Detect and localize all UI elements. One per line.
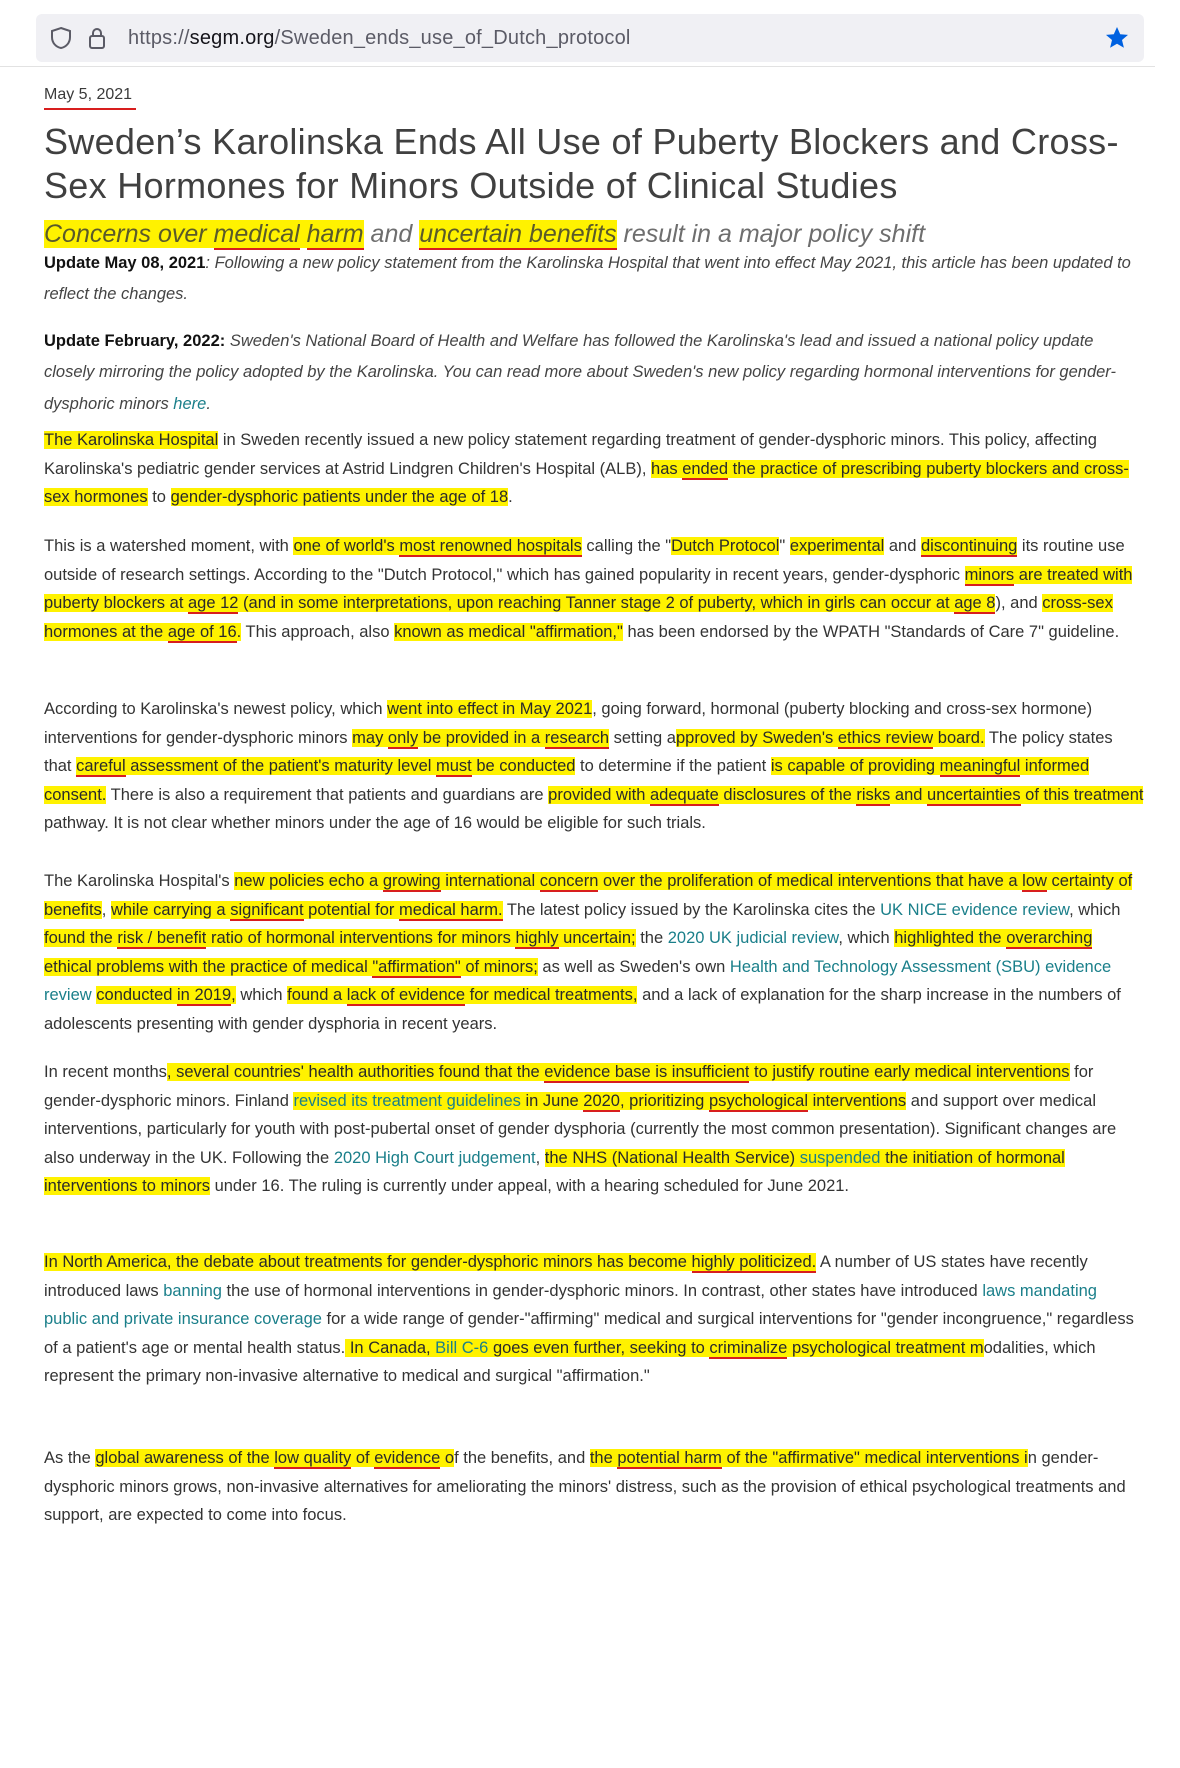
article-subtitle: Concerns over medical harm and uncertain benefits result in a major policy shift <box>44 220 926 248</box>
high-court-judgement-link[interactable]: 2020 High Court judgement <box>333 1148 536 1167</box>
url-domain: segm.org <box>189 27 275 49</box>
sbu-evidence-review-link[interactable]: Health and Technology Assessment (SBU) evidence review <box>44 957 1112 1005</box>
insurance-coverage-laws-link[interactable]: laws mandating public and private insurance coverage <box>44 1281 1097 1329</box>
bill-c6-link[interactable]: Bill C-6 <box>435 1338 489 1357</box>
paragraph-other-countries: In recent months, several countries' health authorities found that the evidence base is insufficient to justify routine early medical interventions for gender-dysphoric minors. Finland revised its treatment guidelines in June 2020, prioritizing psychological interventions and support over medical interventions, particularly for youth with post-pubertal onset of gender dysphoria (currently the most common presentation). Significant changes are also underway in the UK. Following the 2020 High Court judgement, the NHS (National Health Service) suspended the initiation of hormonal interventions to minors under 16. The ruling is currently under appeal, with a hearing scheduled for June 2021. <box>44 1063 1117 1196</box>
article-date: May 5, 2021 <box>44 86 133 103</box>
paragraph-karolinska-policy: The Karolinska Hospital in Sweden recently issued a new policy statement regarding treatment of gender-dysphoric minors. This policy, affecting Karolinska's pediatric gender services at Astrid Lindgren Children's Hospital (ALB), has ended the practice of prescribing puberty blockers and cross-sex hormones to gender-dysphoric patients under the age of 18. <box>44 431 1129 507</box>
lock-icon[interactable] <box>88 26 106 50</box>
paragraph-international-concern: The Karolinska Hospital's new policies echo a growing international concern over the proliferation of medical interventions that have a low certainty of benefits, while carrying a significant potential for medical harm. The latest policy issued by the Karolinska cites the UK NICE evidence review, which found the risk / benefit ratio of hormonal interventions for minors highly uncertain; the 2020 UK judicial review, which highlighted the overarching ethical problems with the practice of medical "affirmation" of minors; as well as Sweden's own Health and Technology Assessment (SBU) evidence review conducted in 2019, which found a lack of evidence for medical treatments, and a lack of explanation for the sharp increase in the numbers of adolescents presenting with gender dysphoria in recent years. <box>44 872 1133 1033</box>
paragraph-north-america: In North America, the debate about treatments for gender-dysphoric minors has become highly politicized. A number of US states have recently introduced laws banning the use of hormonal interventions in gender-dysphoric minors. In contrast, other states have introduced laws mandating public and private insurance coverage for a wide range of gender-"affirming" medical and surgical interventions for "gender incongruence," regardless of a patient's age or mental health status. In Canada, Bill C-6 goes even further, seeking to criminalize psychological treatment modalities, which represent the primary non-invasive alternative to medical and surgical "affirmation." <box>44 1253 1134 1386</box>
url-path: /Sweden_ends_use_of_Dutch_protocol <box>274 27 631 49</box>
bookmark-star-icon[interactable] <box>1104 25 1130 51</box>
update-note-feb-2022: Update February, 2022: Sweden's National Board of Health and Welfare has followed the Karolinska's lead and issued a national policy update closely mirroring the policy adopted by the Karolinska. You can read more about Sweden's new policy regarding hormonal interventions for gender-dysphoric minors here. <box>44 332 1116 413</box>
shield-icon[interactable] <box>50 26 72 50</box>
paragraph-global-awareness: As the global awareness of the low quality of evidence of the benefits, and the potential harm of the "affirmative" medical interventions in gender-dysphoric minors grows, non-invasive alternatives for ameliorating the minors' distress, such as the provision of ethical psychological treatments and support, are expected to come into focus. <box>44 1449 1126 1525</box>
paragraph-dutch-protocol: This is a watershed moment, with one of world's most renowned hospitals calling the "Dutch Protocol" experimental and discontinuing its routine use outside of research settings. According to the "Dutch Protocol," which has gained popularity in recent years, gender-dysphoric minors are treated with puberty blockers at age 12 (and in some interpretations, upon reaching Tanner stage 2 of puberty, which in girls can occur at age 8), and cross-sex hormones at the age of 16. This approach, also known as medical "affirmation," has been endorsed by the WPATH "Standards of Care 7" guideline. <box>44 537 1133 641</box>
banning-link[interactable]: banning <box>163 1281 222 1300</box>
nhs-suspended-link[interactable]: suspended <box>799 1148 881 1167</box>
article-title: Sweden’s Karolinska Ends All Use of Puberty Blockers and Cross-Sex Hormones for Minors Outside of Clinical Studies <box>44 121 1119 206</box>
url-scheme: https:// <box>128 27 190 49</box>
url-text[interactable] <box>128 27 631 50</box>
uk-judicial-review-link[interactable]: 2020 UK judicial review <box>667 929 839 948</box>
paragraph-newest-policy: According to Karolinska's newest policy, which went into effect in May 2021, going forward, hormonal (puberty blocking and cross-sex hormone) interventions for gender-dysphoric minors may only be provided in a research setting approved by Sweden's ethics review board. The policy states that careful assessment of the patient's maturity level must be conducted to determine if the patient is capable of providing meaningful informed consent. There is also a requirement that patients and guardians are provided with adequate disclosures of the risks and uncertainties of this treatment pathway. It is not clear whether minors under the age of 16 would be eligible for such trials. <box>44 700 1144 833</box>
finland-guidelines-link[interactable]: revised its treatment guidelines <box>293 1091 521 1110</box>
here-link[interactable]: here <box>173 394 207 413</box>
address-bar[interactable] <box>36 14 1144 62</box>
update-note-may-2021: Update May 08, 2021: Following a new policy statement from the Karolinska Hospital that went into effect May 2021, this article has been updated to reflect the changes. <box>44 254 1131 304</box>
uk-nice-evidence-review-link[interactable]: UK NICE evidence review <box>880 900 1070 919</box>
date-underline <box>44 108 136 110</box>
toolbar-divider <box>0 66 1155 67</box>
